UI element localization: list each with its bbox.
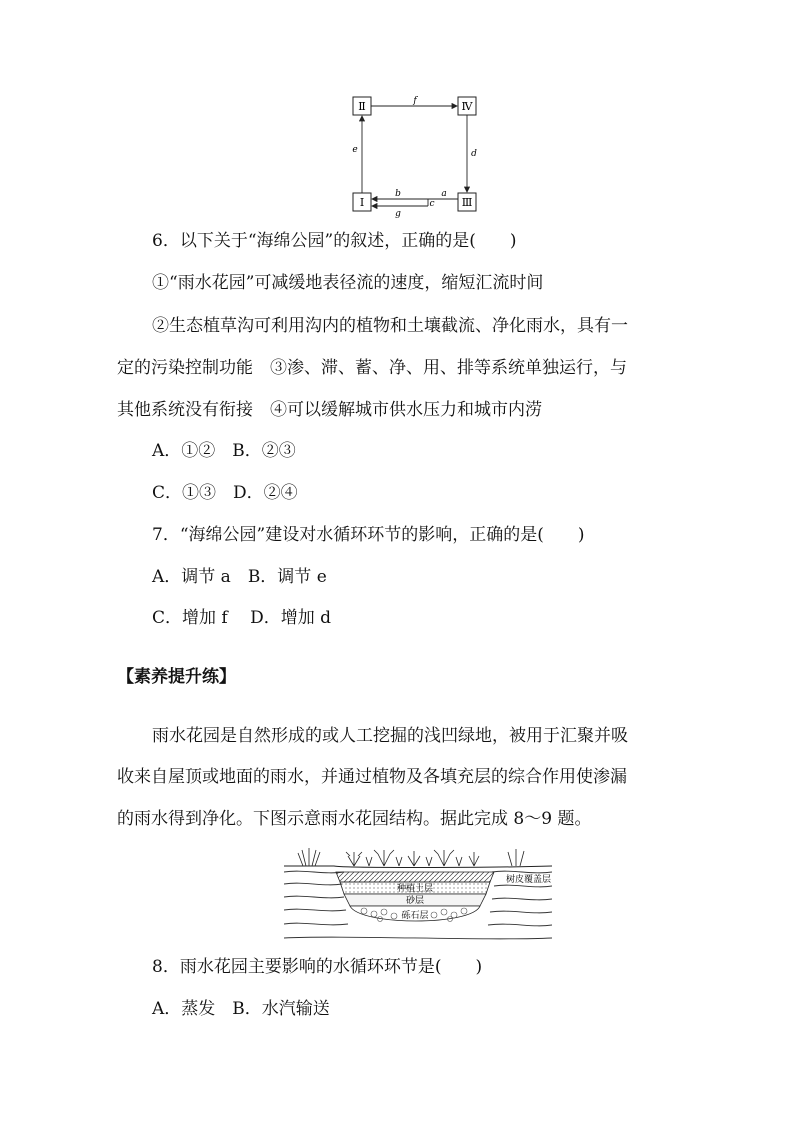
node-2 (353, 97, 371, 115)
passage-line-2: 收来自屋顶或地面的雨水，并通过植物及各填充层的综合作用使渗漏 (117, 767, 627, 787)
node-4 (458, 97, 476, 115)
label-a: a (441, 189, 447, 199)
q7-options-cd: C．增加 f D．增加 d (152, 608, 332, 628)
label-b: b (395, 189, 401, 199)
q6-statement-2c: 其他系统没有衔接 ④可以缓解城市供水压力和城市内涝 (117, 400, 542, 420)
q6-options-cd: C．①③ D．②④ (152, 483, 298, 503)
bark-layer (336, 872, 494, 882)
label-c: c (429, 199, 435, 209)
plants (298, 848, 524, 866)
label-bark: 树皮覆盖层 (506, 875, 552, 885)
node-1 (353, 193, 371, 211)
q7-options-ab: A．调节 a B．调节 e (152, 567, 327, 587)
svg-text:Ⅱ: Ⅱ (358, 100, 366, 113)
q6-stem: 6．以下关于“海绵公园”的叙述，正确的是( ) (152, 231, 517, 251)
q8-stem: 8．雨水花园主要影响的水循环环节是( ) (152, 957, 483, 977)
q6-statement-2a: ②生态植草沟可利用沟内的植物和土壤截流、净化雨水，具有一 (152, 316, 628, 336)
label-d: d (471, 149, 477, 159)
label-g: g (395, 209, 401, 219)
q7-stem: 7．“海绵公园”建设对水循环环节的影响，正确的是( ) (152, 525, 585, 545)
svg-text:Ⅲ: Ⅲ (461, 196, 473, 209)
label-sand: 砂层 (405, 896, 425, 906)
q8-options-ab: A．蒸发 B．水汽输送 (152, 999, 330, 1019)
label-planting-soil: 种植土层 (396, 884, 434, 894)
label-gravel: 砾石层 (401, 911, 429, 921)
q6-options-ab: A．①② B．②③ (152, 441, 296, 461)
svg-text:Ⅰ: Ⅰ (359, 196, 365, 209)
node-3 (458, 193, 476, 211)
rain-garden-figure (284, 842, 552, 942)
q6-statement-1: ①“雨水花园”可减缓地表径流的速度，缩短汇流时间 (152, 273, 544, 293)
label-f: f (413, 96, 417, 106)
label-e: e (352, 145, 358, 155)
passage-line-1: 雨水花园是自然形成的或人工挖掘的浅凹绿地，被用于汇聚并吸 (152, 726, 628, 746)
section-title: 【素养提升练】 (117, 667, 236, 687)
svg-text:Ⅳ: Ⅳ (461, 100, 473, 113)
water-cycle-diagram (340, 95, 490, 220)
q6-statement-2b: 定的污染控制功能 ③渗、滞、蓄、净、用、排等系统单独运行，与 (117, 358, 627, 378)
passage-line-3: 的雨水得到净化。下图示意雨水花园结构。据此完成 8～9 题。 (117, 809, 592, 829)
